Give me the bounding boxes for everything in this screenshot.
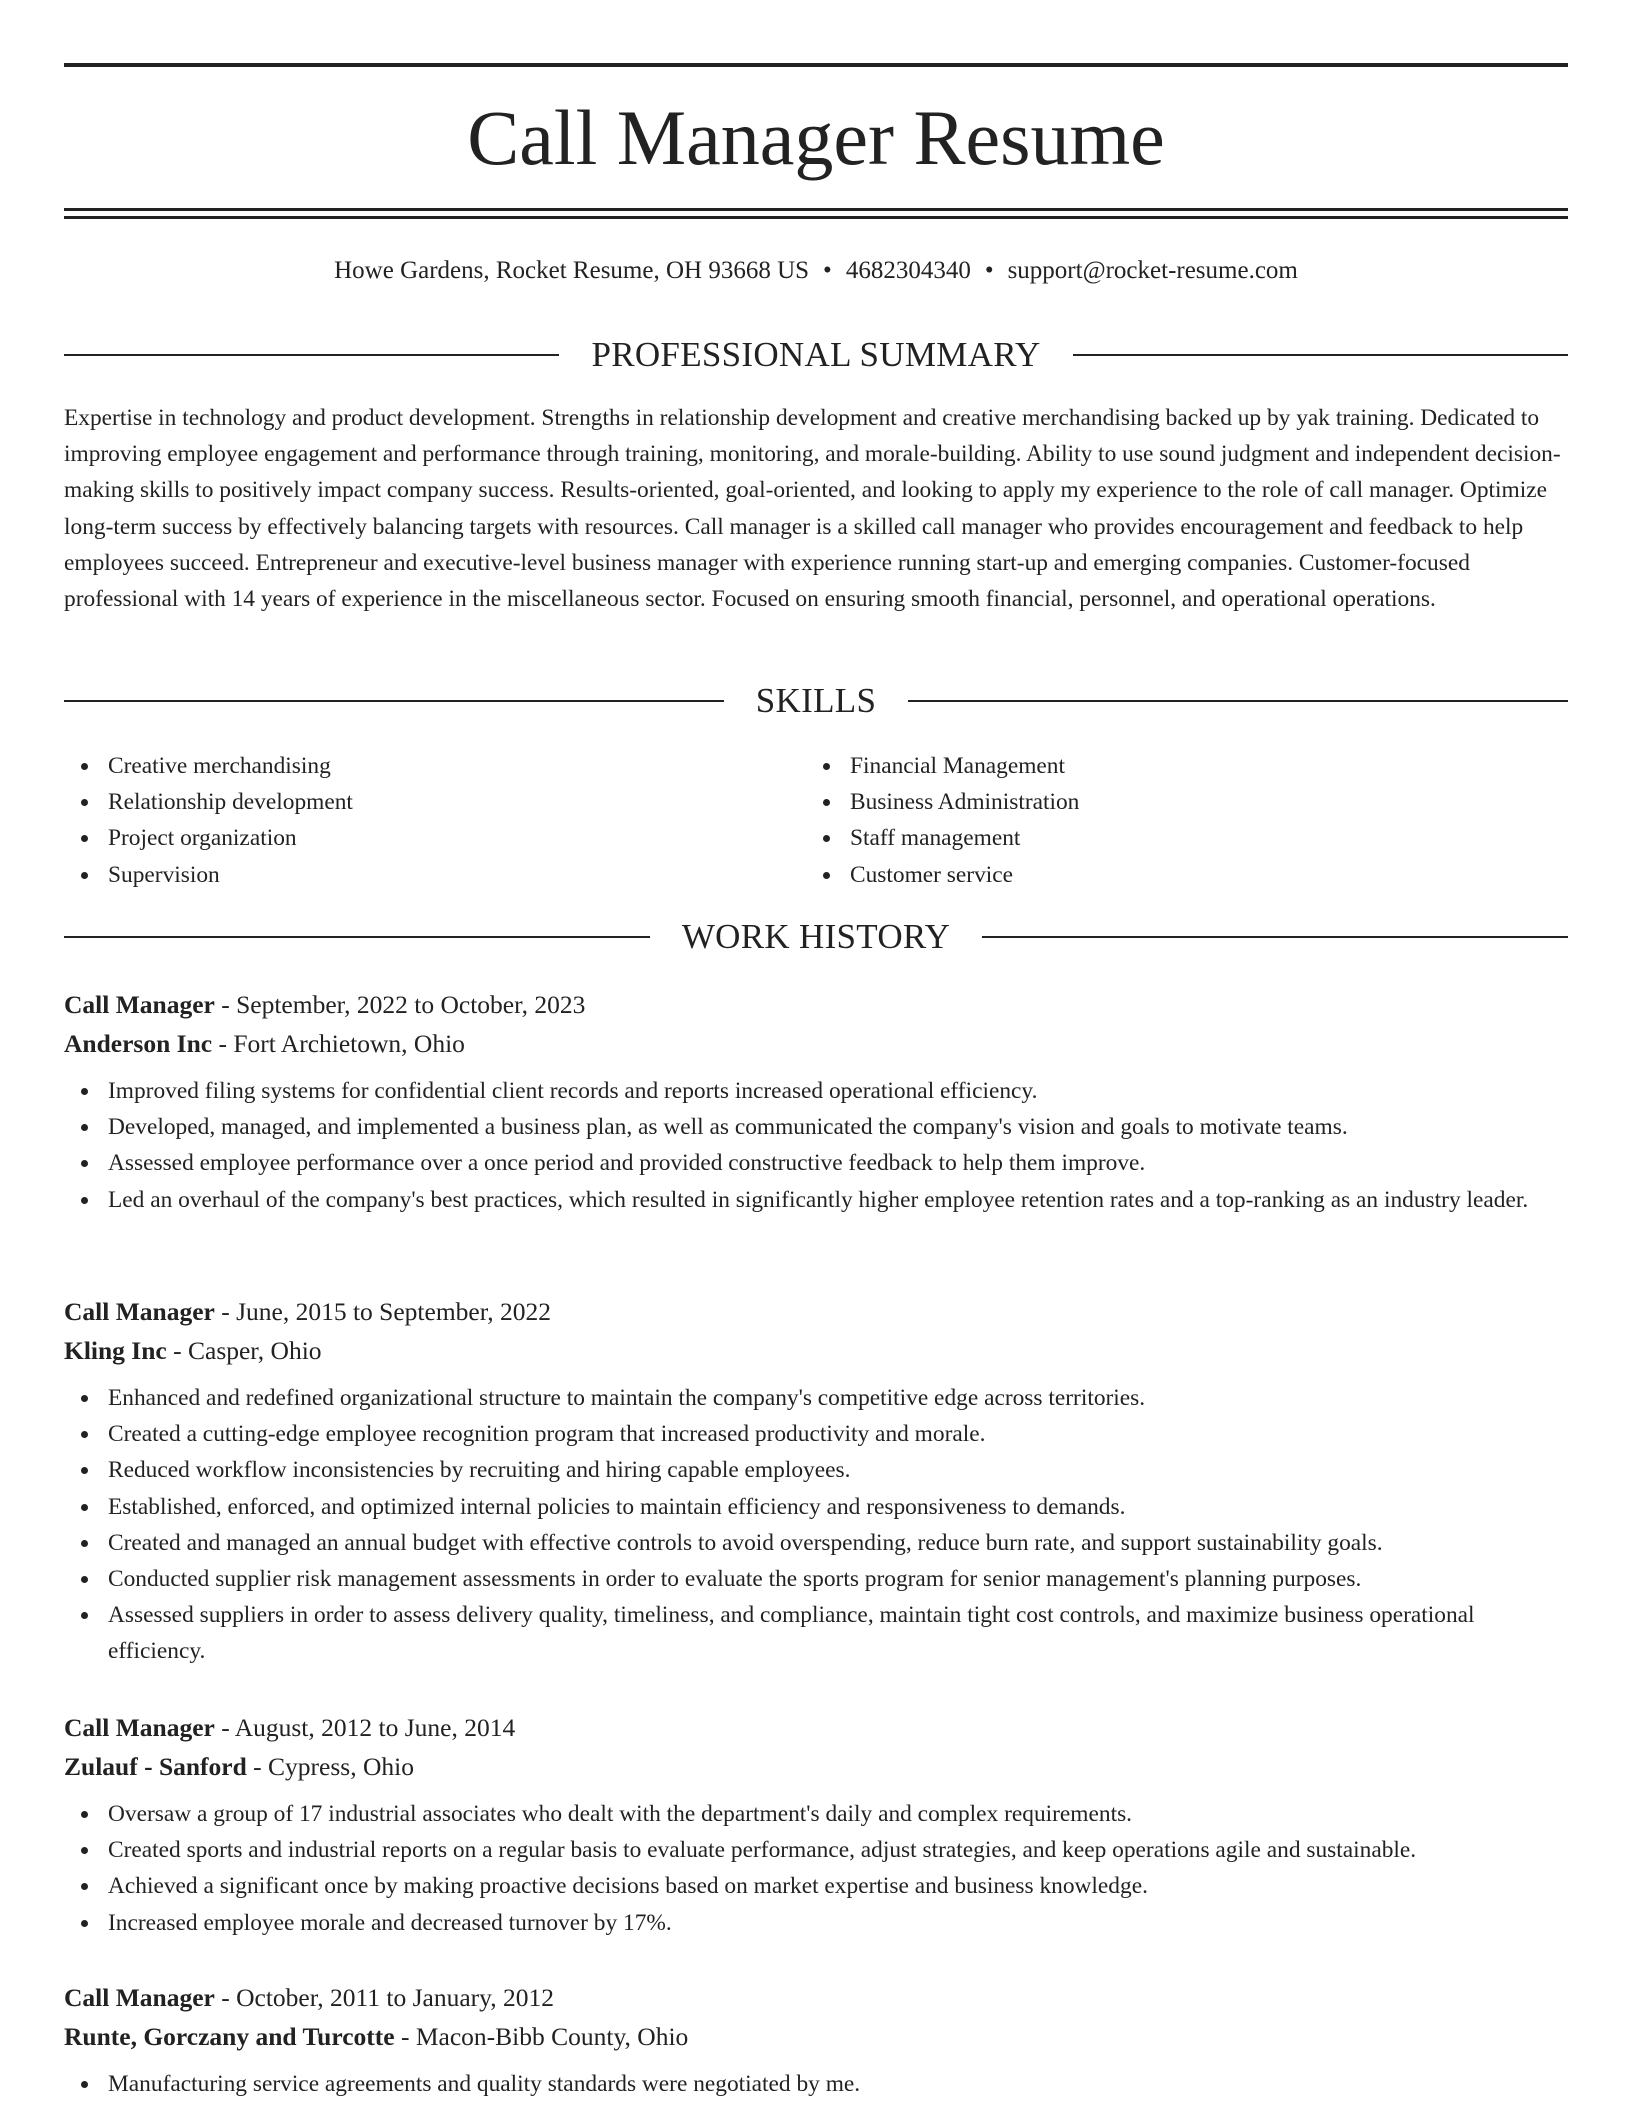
summary-heading xyxy=(64,333,1568,377)
skill-item: Supervision xyxy=(64,857,806,893)
job-bullets xyxy=(64,1796,1568,1941)
skills-column-left xyxy=(64,748,806,893)
page-title: Call Manager Resume xyxy=(467,94,1165,181)
job-dates: - August, 2012 to June, 2014 xyxy=(214,1713,516,1742)
work-heading-label: WORK HISTORY xyxy=(681,917,951,956)
job-dates: - October, 2011 to January, 2012 xyxy=(214,1983,554,2012)
top-rule xyxy=(64,63,1568,67)
job-title: Call Manager xyxy=(64,1713,215,1742)
job-company: Zulauf - Sanford xyxy=(64,1752,247,1781)
skill-item: Financial Management xyxy=(806,748,1548,784)
job-title-line xyxy=(64,1708,1568,1747)
job-bullet: Developed, managed, and implemented a business plan, as well as communicated the company's vision and goals to motivate teams. xyxy=(64,1109,1568,1145)
job-company-line xyxy=(64,2017,1568,2056)
job-bullet: Improved filing systems for confidential client records and reports increased operational efficiency. xyxy=(64,1073,1568,1109)
skill-item: Creative merchandising xyxy=(64,748,806,784)
job-bullet: Created a cutting-edge employee recognition program that increased productivity and morale. xyxy=(64,1416,1568,1452)
job-bullets xyxy=(64,2066,1568,2102)
job-bullets xyxy=(64,1380,1568,1670)
heading-rule-left xyxy=(64,354,559,356)
job-bullet: Created sports and industrial reports on a regular basis to evaluate performance, adjust strategies, and keep operations agile and sustainable. xyxy=(64,1832,1568,1868)
work-history-heading xyxy=(64,915,1568,959)
job-bullet: Enhanced and redefined organizational structure to maintain the company's competitive edge across territories. xyxy=(64,1380,1568,1416)
contact-phone: 4682304340 xyxy=(845,257,971,284)
professional-summary: Expertise in technology and product development. Strengths in relationship development and creative merchandising backed up by yak training. Dedicated to improving employee engagement and performance through training, monitoring, and morale-building. Ability to use sound judgment and independent decision-making skills to positively impact company success. Results-oriented, goal-oriented, and looking to apply my experience to the role of call manager. Optimize long-term success by effectively balancing targets with resources. Call manager is a skilled call manager who provides encouragement and feedback to help employees succeed. Entrepreneur and executive-level business manager with experience running start-up and emerging companies. Customer-focused professional with 14 years of experience in the miscellaneous sector. Focused on ensuring smooth financial, personnel, and operational operations. xyxy=(64,405,1561,613)
job-title: Call Manager xyxy=(64,990,215,1019)
skill-item: Relationship development xyxy=(64,784,806,820)
job-bullet: Reduced workflow inconsistencies by recruiting and hiring capable employees. xyxy=(64,1452,1568,1488)
job-title: Call Manager xyxy=(64,1297,215,1326)
skill-item: Business Administration xyxy=(806,784,1548,820)
summary-heading-label: PROFESSIONAL SUMMARY xyxy=(591,335,1041,374)
skills-list xyxy=(64,748,1568,893)
job-bullet: Assessed employee performance over a once period and provided constructive feedback to help them improve. xyxy=(64,1145,1568,1181)
job-entry xyxy=(64,985,1568,1218)
job-entry xyxy=(64,1708,1568,1941)
job-title-line xyxy=(64,1978,1568,2017)
job-company-line xyxy=(64,1024,1568,1063)
job-entry xyxy=(64,1978,1568,2102)
job-company: Kling Inc xyxy=(64,1336,167,1365)
job-entry xyxy=(64,1292,1568,1670)
skill-item: Staff management xyxy=(806,820,1548,856)
heading-rule-left xyxy=(64,700,724,702)
job-bullet: Conducted supplier risk management assessments in order to evaluate the sports program for senior management's planning purposes. xyxy=(64,1561,1568,1597)
job-title-line xyxy=(64,985,1568,1024)
title-rule-upper xyxy=(64,208,1568,211)
job-company-line xyxy=(64,1747,1568,1786)
skill-item: Project organization xyxy=(64,820,806,856)
job-bullet: Led an overhaul of the company's best practices, which resulted in significantly higher employee retention rates and a top-ranking as an industry leader. xyxy=(64,1182,1568,1218)
heading-rule-left xyxy=(64,936,650,938)
job-bullet: Established, enforced, and optimized internal policies to maintain efficiency and responsiveness to demands. xyxy=(64,1489,1568,1525)
job-bullet: Assessed suppliers in order to assess delivery quality, timeliness, and compliance, maintain tight cost controls, and maximize business operational efficiency. xyxy=(64,1597,1568,1669)
job-bullet: Achieved a significant once by making proactive decisions based on market expertise and business knowledge. xyxy=(64,1868,1568,1904)
job-location: - Fort Archietown, Ohio xyxy=(212,1029,465,1058)
contact-line xyxy=(64,254,1568,288)
title-rule-lower xyxy=(64,216,1568,219)
heading-rule-right xyxy=(908,700,1568,702)
heading-rule-right xyxy=(1073,354,1568,356)
job-bullet: Oversaw a group of 17 industrial associates who dealt with the department's daily and complex requirements. xyxy=(64,1796,1568,1832)
job-company: Anderson Inc xyxy=(64,1029,213,1058)
skills-heading xyxy=(64,679,1568,723)
job-location: - Casper, Ohio xyxy=(166,1336,322,1365)
contact-address: Howe Gardens, Rocket Resume, OH 93668 US xyxy=(334,257,810,284)
job-dates: - June, 2015 to September, 2022 xyxy=(214,1297,551,1326)
skills-column-right xyxy=(806,748,1548,893)
job-company: Runte, Gorczany and Turcotte xyxy=(64,2022,395,2051)
skills-heading-label: SKILLS xyxy=(755,681,877,720)
job-title: Call Manager xyxy=(64,1983,215,2012)
contact-email: support@rocket-resume.com xyxy=(1007,257,1298,284)
contact-separator: • xyxy=(984,257,994,284)
job-location: - Macon-Bibb County, Ohio xyxy=(394,2022,689,2051)
heading-rule-right xyxy=(982,936,1568,938)
job-bullet: Created and managed an annual budget with effective controls to avoid overspending, reduce burn rate, and support sustainability goals. xyxy=(64,1525,1568,1561)
job-bullet: Manufacturing service agreements and quality standards were negotiated by me. xyxy=(64,2066,1568,2102)
contact-separator: • xyxy=(823,257,832,284)
skill-item: Customer service xyxy=(806,857,1548,893)
job-location: - Cypress, Ohio xyxy=(246,1752,414,1781)
job-company-line xyxy=(64,1331,1568,1370)
job-title-line xyxy=(64,1292,1568,1331)
job-dates: - September, 2022 to October, 2023 xyxy=(214,990,586,1019)
job-bullets xyxy=(64,1073,1568,1218)
job-bullet: Increased employee morale and decreased turnover by 17%. xyxy=(64,1905,1568,1941)
